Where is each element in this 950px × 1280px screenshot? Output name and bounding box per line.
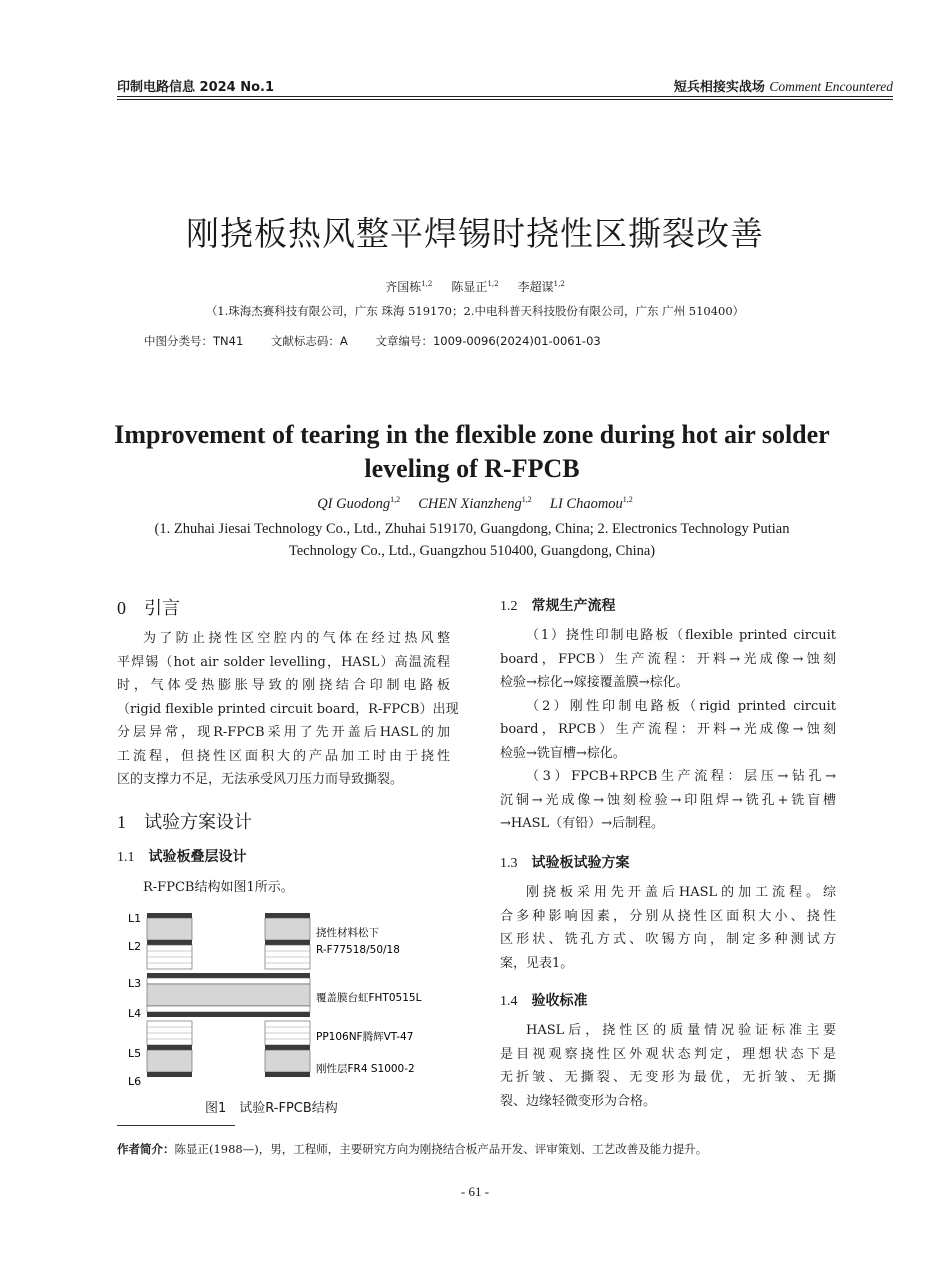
- process-paragraph: [500, 624, 836, 836]
- section-title: 验收标准: [531, 993, 588, 1009]
- section-number: 1.1: [117, 850, 135, 865]
- text-line: （rigid flexible printed circuit board，R-FPCB）出现: [117, 701, 459, 717]
- article-number: 文章编号：1009-0096(2024)01-0061-03: [375, 334, 601, 348]
- layer-label: L5: [128, 1047, 142, 1060]
- text-line: 无折皱、无撕裂、无变形为最优，无折皱、无撕: [500, 1070, 836, 1085]
- text-line: 时，气体受热膨胀导致的刚挠结合印制电路板: [117, 678, 450, 693]
- left-stack-bottom: [147, 1021, 192, 1077]
- column-en: Comment Encountered: [769, 79, 893, 94]
- rigid-label: 刚性层FR4 S1000-2: [316, 1063, 415, 1075]
- text-line: 区形状、铣孔方式、吹锡方向，制定多种测试方: [500, 932, 836, 947]
- pp-label: PP106NF腾辉VT-47: [316, 1031, 414, 1043]
- classification-line: [144, 333, 625, 349]
- flex-material-label: R-F77518/50/18: [316, 944, 400, 956]
- text-line: （3）FPCB+RPCB生产流程：层压→钻孔→: [526, 769, 836, 784]
- author-bio: [117, 1141, 707, 1157]
- authors-en: [0, 495, 950, 513]
- authors-cn: [0, 278, 950, 295]
- text-line: 案，见表1。: [500, 955, 574, 971]
- section-1-1-heading: [117, 846, 247, 866]
- author-sup: 1,2: [521, 495, 532, 504]
- figure-reference-text: R-FPCB结构如图1所示。: [143, 880, 294, 895]
- copper-layer: [147, 1072, 192, 1077]
- intro-paragraph: [117, 627, 459, 792]
- copper-layer: [147, 940, 192, 945]
- layer-label: L1: [128, 912, 142, 925]
- footnote-rule: [117, 1125, 235, 1126]
- title-en: Improvement of tearing in the flexible zone during hot air solder leveling of R-FPCB: [114, 420, 830, 483]
- text-line: 检验→铣盲槽→棕化。: [500, 745, 626, 761]
- copper-layer: [265, 1072, 310, 1077]
- copper-layer: [147, 1012, 310, 1017]
- right-stack-bottom: [265, 1021, 310, 1077]
- coverlay-layer: [147, 978, 310, 984]
- text-line: 合多种影响因素，分别从挠性区面积大小、挠性: [500, 908, 836, 924]
- section-number: 1.2: [500, 599, 518, 614]
- section-1-4-heading: [500, 990, 588, 1010]
- author-cn: 李超谋: [517, 280, 554, 294]
- text-line: （1）挠性印制电路板（flexible printed circuit: [526, 628, 836, 643]
- author-sup: 1,2: [622, 495, 633, 504]
- section-1-heading: [117, 808, 252, 834]
- text-line: 是目视观察挠性区外观状态判定，理想状态下是: [500, 1046, 836, 1062]
- author-en: LI Chaomou: [549, 495, 623, 512]
- text-line: board，RPCB）生产流程：开料→光成像→蚀刻: [500, 722, 836, 737]
- flex-core: [265, 918, 310, 940]
- text-line: 刚挠板采用先开盖后HASL的加工流程。综: [526, 885, 836, 900]
- text-line: 裂、边缘轻微变形为合格。: [500, 1093, 657, 1109]
- section-title: 试验方案设计: [144, 812, 252, 833]
- doc-code: 文献标志码：A: [270, 334, 348, 348]
- flex-core: [147, 918, 192, 940]
- section-title: 试验板叠层设计: [148, 849, 247, 865]
- section-0-heading: [117, 594, 180, 620]
- header-rule: [117, 96, 893, 97]
- text-line: 工流程，但挠性区面积大的产品加工时由于挠性: [117, 748, 450, 764]
- footnote-text: 陈显正(1988—)，男，工程师，主要研究方向为刚挠结合板产品开发、评审策划、工艺改善及能力提升。: [174, 1142, 708, 1156]
- figure-1: [117, 905, 452, 1099]
- layer-label: L2: [128, 940, 142, 953]
- section-title: 引言: [144, 598, 180, 619]
- page-number: - 61 -: [460, 1184, 490, 1199]
- text-line: 检验→棕化→嫁接覆盖膜→棕化。: [500, 675, 689, 690]
- affiliation-en: (1. Zhuhai Jiesai Technology Co., Ltd., Zhuhai 519170, Guangdong, China; 2. Electronics Technology Putian Technology Co., Ltd., Guangzhou 510400, Guangdong, China): [154, 521, 790, 559]
- affiliation-cn: （1.珠海杰赛科技有限公司，广东 珠海 519170；2.中电科普天科技股份有限公司，广东 广州 510400）: [205, 304, 745, 318]
- author-en: CHEN Xianzheng: [418, 495, 522, 512]
- author-sup: 1,2: [487, 280, 499, 288]
- author-sup: 1,2: [390, 495, 401, 504]
- text-line: 区的支撑力不足，无法承受风刀压力而导致撕裂。: [117, 772, 404, 787]
- figure-1-caption: 图1 试验R-FPCB结构: [205, 1101, 338, 1116]
- copper-layer: [265, 940, 310, 945]
- text-line: board，FPCB）生产流程：开料→光成像→蚀刻: [500, 651, 836, 667]
- section-number: 1: [117, 812, 126, 832]
- stackup-diagram: [117, 905, 452, 1095]
- clc-number: 中图分类号：TN41: [144, 334, 244, 348]
- layer-label: L6: [128, 1075, 142, 1088]
- left-stack-top: [147, 913, 192, 969]
- rigid-core: [265, 1050, 310, 1072]
- text-line: 分层异常，现R-FPCB采用了先开盖后HASL的加: [117, 725, 450, 740]
- column-header: [674, 76, 893, 95]
- section-1-3-heading: [500, 852, 630, 872]
- test-plan-paragraph: [500, 881, 836, 975]
- text-line: 平焊锡（hot air solder levelling，HASL）高温流程: [117, 654, 450, 670]
- copper-layer: [265, 1045, 310, 1050]
- layer-label: L3: [128, 977, 142, 990]
- coverlay-label: 覆盖膜台虹FHT0515L: [316, 992, 422, 1004]
- journal-header: 印制电路信息 2024 No.1: [117, 80, 275, 95]
- author-cn: 齐国栋: [385, 280, 422, 294]
- layer-label: L4: [128, 1007, 142, 1020]
- copper-layer: [265, 913, 310, 918]
- copper-layer: [147, 973, 310, 978]
- section-1-2-heading: [500, 595, 616, 615]
- acceptance-paragraph: [500, 1019, 836, 1113]
- flex-layer-full: [147, 973, 310, 1017]
- text-line: 沉铜→光成像→蚀刻检验→印阻焊→铣孔+铣盲槽: [500, 792, 836, 808]
- author-cn: 陈显正: [451, 280, 488, 294]
- section-title: 试验板试验方案: [531, 855, 630, 871]
- section-number: 0: [117, 598, 126, 618]
- text-line: HASL后，挠性区的质量情况验证标准主要: [526, 1023, 836, 1038]
- header-rule-thin: [117, 99, 893, 100]
- footnote-label: 作者简介：: [117, 1142, 175, 1156]
- copper-layer: [147, 1045, 192, 1050]
- section-number: 1.4: [500, 994, 518, 1009]
- column-cn: 短兵相接实战场: [673, 80, 765, 95]
- rigid-core: [147, 1050, 192, 1072]
- author-en: QI Guodong: [317, 495, 391, 512]
- author-sup: 1,2: [421, 280, 433, 288]
- flex-material-label: 挠性材料松下: [316, 927, 379, 939]
- right-stack-top: [265, 913, 310, 969]
- title-cn: 刚挠板热风整平焊锡时挠性区撕裂改善: [186, 214, 764, 253]
- coverlay-layer: [147, 1006, 310, 1012]
- section-number: 1.3: [500, 856, 518, 871]
- flex-core: [147, 984, 310, 1006]
- copper-layer: [147, 913, 192, 918]
- text-line: →HASL（有铅）→后制程。: [500, 816, 665, 831]
- text-line: 为了防止挠性区空腔内的气体在经过热风整: [143, 631, 450, 646]
- section-title: 常规生产流程: [531, 598, 616, 614]
- text-line: （2）刚性印制电路板（rigid printed circuit: [526, 698, 836, 714]
- author-sup: 1,2: [553, 280, 565, 288]
